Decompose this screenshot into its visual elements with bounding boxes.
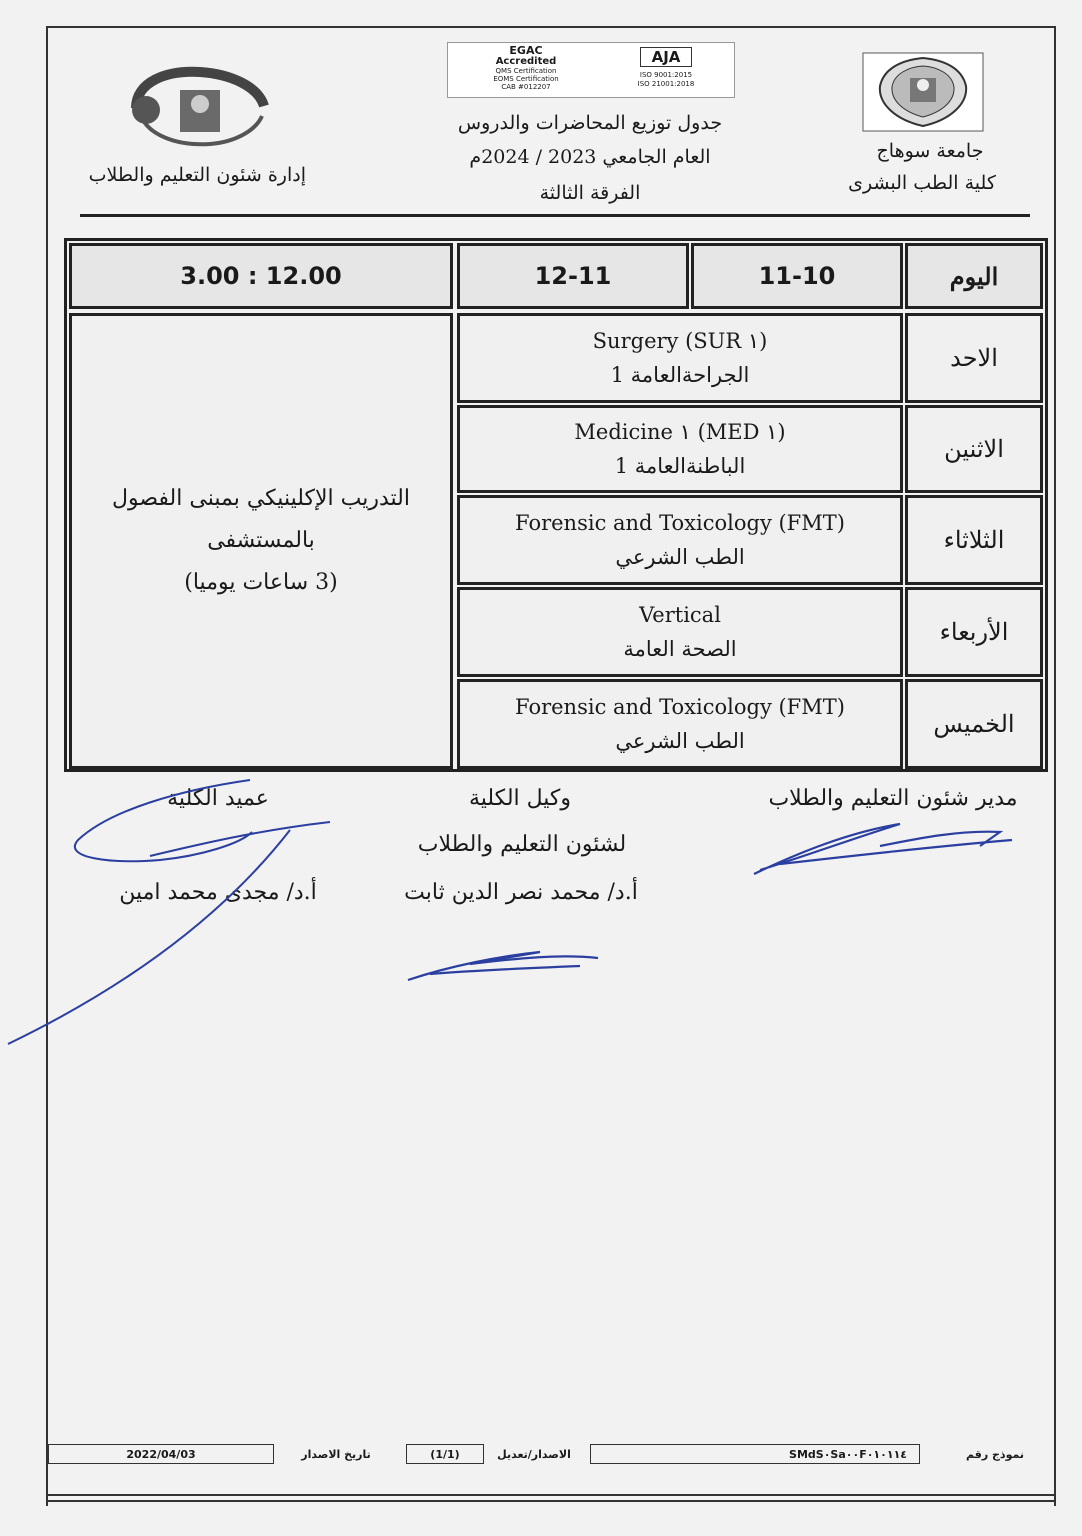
day-label: الاثنين: [944, 435, 1004, 463]
day-label: الاحد: [950, 344, 998, 372]
clinical-line2: (3 ساعات يوميا): [184, 570, 338, 595]
course-english: Surgery (SUR ١): [592, 329, 768, 353]
header-divider: [80, 214, 1030, 217]
schedule-title: جدول توزيع المحاضرات والدروس: [457, 112, 723, 134]
course-cell-monday: [457, 405, 903, 493]
handwritten-signatures: [0, 760, 1082, 1060]
document-footer: [46, 1442, 1046, 1468]
egac-line2: EOMS Certification: [493, 75, 559, 83]
course-cell-wednesday: [457, 587, 903, 677]
aja-line1: ISO 9001:2015: [639, 71, 693, 79]
egac-sub: Accredited: [495, 56, 557, 67]
sig-left-name: أ.د/ مجدى محمد امين: [119, 880, 317, 905]
signature-dean-stroke: [8, 780, 330, 1044]
course-cell-thursday: [457, 679, 903, 769]
version-label: الاصدار/تعديل: [497, 1447, 571, 1461]
day-cell-tuesday: [905, 495, 1043, 585]
day-cell-sunday: [905, 313, 1043, 403]
day-label: الثلاثاء: [943, 526, 1005, 554]
aja-title: AJA: [640, 47, 692, 67]
aja-line2: ISO 21001:2018: [637, 80, 695, 88]
academic-year: العام الجامعي 2023 / 2024م: [469, 146, 711, 168]
academic-level: الفرقة الثالثة: [539, 182, 641, 204]
course-cell-sunday: [457, 313, 903, 403]
issue-date-box: [48, 1444, 274, 1464]
bottom-rule-2: [46, 1500, 1056, 1502]
header-slot1-cell: [691, 243, 903, 309]
accreditation-badges: [447, 42, 735, 98]
sohag-university-seal-logo: [862, 52, 984, 132]
clinical-line1: التدريب الإكلينيكي بمبنى الفصول بالمستشفى: [112, 486, 410, 553]
course-arabic: الطب الشرعي: [615, 729, 745, 753]
header-slot2-label: 12-11: [534, 262, 612, 290]
faculty-name: كلية الطب البشرى: [848, 172, 996, 194]
signature-vicedean-stroke: [408, 952, 598, 980]
signature-director-stroke: [754, 824, 1012, 874]
course-arabic: الطب الشرعي: [615, 545, 745, 569]
sig-right-title: مدير شئون التعليم والطلاب: [768, 786, 1018, 811]
egac-title: EGAC: [509, 44, 543, 57]
issue-date-value: 2022/04/03: [126, 1447, 196, 1461]
version-value: (1/1): [430, 1447, 460, 1461]
course-english: Forensic and Toxicology (FMT): [515, 695, 845, 719]
header-slot1-label: 11-10: [758, 262, 836, 290]
header-day-cell: [905, 243, 1043, 309]
day-cell-thursday: [905, 679, 1043, 769]
egac-line3: CAB #012207: [501, 83, 551, 91]
sig-center-title: وكيل الكلية: [468, 786, 572, 811]
sig-center-subtitle: لشئون التعليم والطلاب: [417, 832, 627, 857]
day-label: الأربعاء: [939, 618, 1009, 646]
faculty-medicine-logo: [118, 64, 278, 150]
schedule-table: [64, 238, 1048, 772]
course-arabic: الجراحةالعامة 1: [610, 363, 750, 387]
course-english: Vertical: [639, 603, 721, 627]
issue-date-label: تاريخ الاصدار: [301, 1447, 371, 1461]
department-name: إدارة شئون التعليم والطلاب: [88, 164, 306, 186]
course-arabic: الصحة العامة: [623, 637, 737, 661]
day-cell-wednesday: [905, 587, 1043, 677]
clinical-training-cell: [69, 313, 453, 769]
bottom-rule: [46, 1494, 1056, 1496]
form-no-value: SMdS٠Sa٠٠F٠١٠١١٤: [789, 1447, 907, 1461]
course-english: Forensic and Toxicology (FMT): [515, 511, 845, 535]
sig-center-name: أ.د/ محمد نصر الدين ثابت: [404, 880, 638, 905]
form-no-label: نموذج رقم: [966, 1447, 1024, 1461]
header-slot2-cell: [457, 243, 689, 309]
header-slot3-cell: [69, 243, 453, 309]
sig-left-title: عميد الكلية: [167, 786, 269, 811]
day-label: الخميس: [933, 710, 1015, 738]
course-english: Medicine ١ (MED ١): [574, 420, 786, 444]
egac-line1: QMS Certification: [495, 67, 557, 75]
day-cell-monday: [905, 405, 1043, 493]
course-cell-tuesday: [457, 495, 903, 585]
course-arabic: الباطنةالعامة 1: [614, 454, 746, 478]
header-slot3-label: 3.00 : 12.00: [180, 262, 342, 290]
version-box: [406, 1444, 484, 1464]
university-name: جامعة سوهاج: [876, 140, 984, 162]
header-day-label: اليوم: [949, 261, 999, 291]
form-no-box: [590, 1444, 920, 1464]
